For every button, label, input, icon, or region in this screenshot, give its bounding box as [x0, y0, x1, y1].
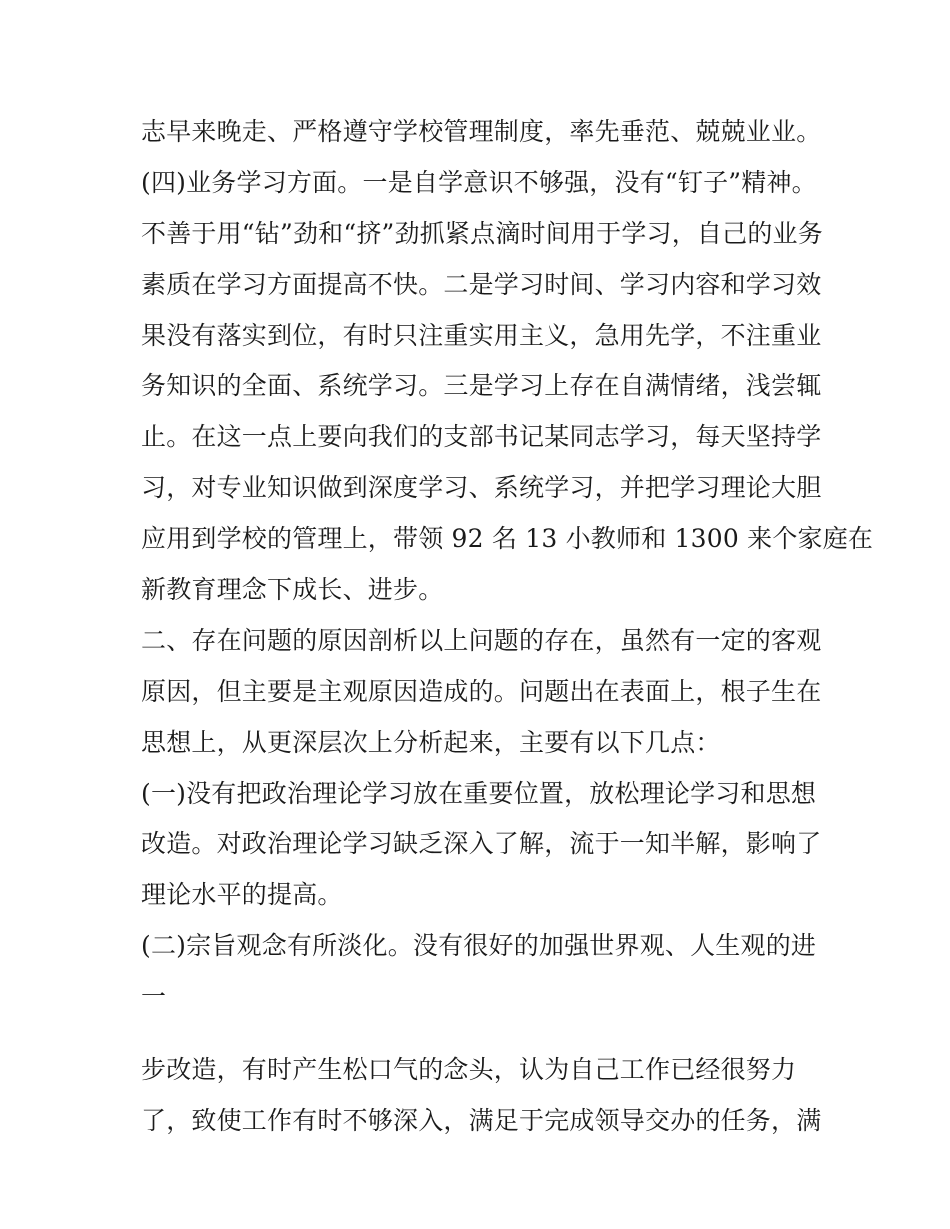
- text-line: 一: [141, 982, 167, 1012]
- text-line: (四)业务学习方面。一是自学意识不够强，没有“钉子”精神。: [141, 167, 817, 197]
- text-line: 步改造，有时产生松口气的念头，认为自己工作已经很努力: [141, 1055, 797, 1085]
- text-line: 理论水平的提高。: [141, 880, 343, 910]
- text-line: 二、存在问题的原因剖析以上问题的存在，虽然有一定的客观: [141, 625, 822, 655]
- text-line: 止。在这一点上要向我们的支部书记某同志学习，每天坚持学: [141, 422, 822, 452]
- text-line: 原因，但主要是主观原因造成的。问题出在表面上，根子生在: [141, 676, 822, 706]
- text-line: 思想上，从更深层次上分析起来，主要有以下几点：: [141, 727, 721, 757]
- text-line: 了，致使工作有时不够深入，满足于完成领导交办的任务，满: [141, 1105, 822, 1135]
- text-line: 应用到学校的管理上，带领 92 名 13 小教师和 1300 来个家庭在: [141, 524, 874, 554]
- text-line: 不善于用“钻”劲和“挤”劲抓紧点滴时间用于学习，自己的业务: [141, 218, 823, 248]
- text-line: (二)宗旨观念有所淡化。没有很好的加强世界观、人生观的进: [141, 931, 817, 961]
- body-text: [141, 107, 874, 1147]
- text-line: 果没有落实到位，有时只注重实用主义，急用先学，不注重业: [141, 320, 822, 350]
- text-line: 习，对专业知识做到深度学习、系统学习，并把学习理论大胆: [141, 473, 822, 503]
- text-line: 务知识的全面、系统学习。三是学习上存在自满情绪，浅尝辄: [141, 371, 822, 401]
- text-line: 素质在学习方面提高不快。二是学习时间、学习内容和学习效: [141, 269, 822, 299]
- text-line: 改造。对政治理论学习缺乏深入了解，流于一知半解，影响了: [141, 829, 822, 859]
- text-line: (一)没有把政治理论学习放在重要位置，放松理论学习和思想: [141, 778, 817, 808]
- text-line: 新教育理念下成长、进步。: [141, 575, 444, 605]
- text-line: 志早来晚走、严格遵守学校管理制度，率先垂范、兢兢业业。: [141, 117, 822, 146]
